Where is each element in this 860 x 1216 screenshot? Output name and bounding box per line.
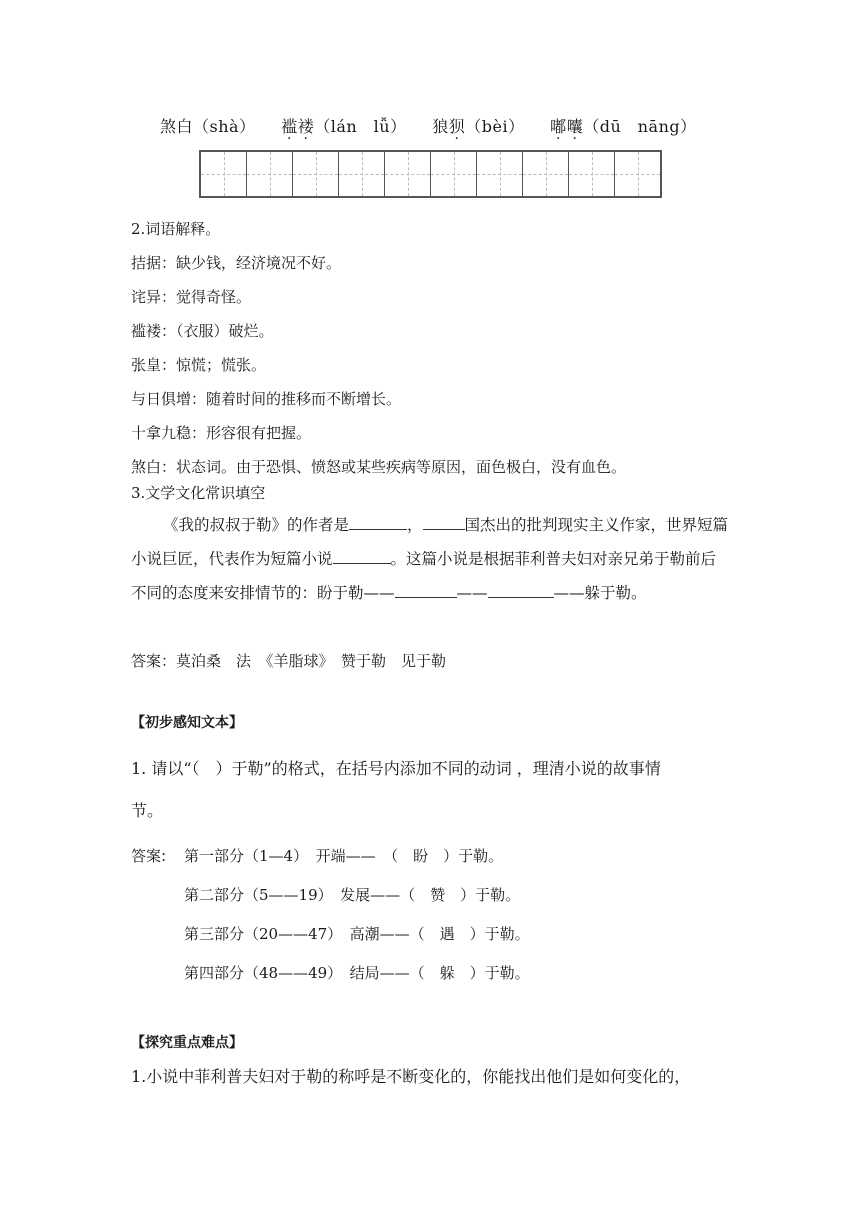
char: 囔 bbox=[566, 117, 584, 136]
culture-text: ， bbox=[407, 516, 423, 534]
pinyin-item bbox=[160, 117, 256, 136]
question-text: 1. 请以“（ ）于勒”的格式，在括号内添加不同的动词 ，理清小说的故事情 bbox=[131, 759, 661, 778]
question-text: 1.小说中菲利普夫妇对于勒的称呼是不断变化的，你能找出他们是如何变化的， bbox=[131, 1067, 691, 1086]
char: 嘟 bbox=[550, 117, 567, 136]
culture-text: 国杰出的批判现实主义作家，世界短篇小说巨匠，代表作为短篇小说 bbox=[131, 516, 729, 568]
section-heading: 【初步感知文本】 bbox=[131, 715, 243, 731]
char: 煞 bbox=[160, 117, 177, 136]
culture-text: —— bbox=[456, 584, 488, 602]
answer-blank[interactable] bbox=[333, 549, 391, 564]
pinyin-text: （lán lǚ） bbox=[314, 117, 407, 136]
grid-cell[interactable] bbox=[431, 152, 477, 196]
vocab-item: 诧异：觉得奇怪。 bbox=[131, 288, 252, 306]
grid-cell[interactable] bbox=[201, 152, 247, 196]
culture-text: 《我的叔叔于勒》的作者是 bbox=[163, 516, 350, 534]
part-line: 第一部分（1—4） 开端—— （ 盼 ）于勒。 bbox=[184, 847, 504, 865]
grid-cell[interactable] bbox=[293, 152, 339, 196]
grid-cell[interactable] bbox=[569, 152, 615, 196]
pinyin-row bbox=[160, 114, 717, 137]
grid-cell[interactable] bbox=[339, 152, 385, 196]
part-line: 第四部分（48——49） 结局——（ 躲 ）于勒。 bbox=[184, 964, 530, 982]
answer-blank[interactable] bbox=[349, 515, 407, 530]
section-heading: 【探究重点难点】 bbox=[131, 1035, 243, 1051]
culture-text: 。这篇小说是根据菲利普夫妇对亲兄弟于勒前后不同的态度来安排情节的：盼于勒—— bbox=[131, 550, 717, 602]
culture-heading: 3.文学文化常识填空 bbox=[131, 484, 266, 502]
pinyin-text: （dū nāng） bbox=[583, 117, 697, 136]
pinyin-text: （bèi） bbox=[465, 117, 525, 136]
part-line: 第三部分（20——47） 高潮——（ 遇 ）于勒。 bbox=[184, 925, 530, 943]
char: 褴 bbox=[281, 117, 298, 136]
grid-cell[interactable] bbox=[615, 152, 660, 196]
pinyin-item bbox=[281, 117, 406, 136]
answer-blank[interactable] bbox=[488, 583, 554, 598]
grid-cell[interactable] bbox=[523, 152, 569, 196]
pinyin-word bbox=[160, 117, 193, 136]
grid-cell[interactable] bbox=[385, 152, 431, 196]
answer-blank[interactable] bbox=[395, 583, 457, 598]
char: 白 bbox=[176, 117, 194, 136]
pinyin-word bbox=[281, 117, 314, 136]
pinyin-word bbox=[550, 117, 583, 136]
char: 褛 bbox=[297, 117, 315, 136]
question-text: 节。 bbox=[131, 801, 164, 820]
culture-text: ——躲于勒。 bbox=[553, 584, 647, 602]
vocab-item: 煞白：状态词。由于恐惧、愤怒或某些疾病等原因，面色极白，没有血色。 bbox=[131, 458, 627, 476]
grid-cell[interactable] bbox=[247, 152, 293, 196]
char: 狈 bbox=[448, 117, 466, 136]
char: 狼 bbox=[432, 117, 449, 136]
vocab-item: 拮据：缺少钱，经济境况不好。 bbox=[131, 254, 342, 272]
culture-answer: 答案：莫泊桑 法 《羊脂球》 赞于勒 见于勒 bbox=[131, 652, 447, 670]
writing-grid[interactable] bbox=[199, 150, 662, 198]
vocab-item: 褴褛：（衣服）破烂。 bbox=[131, 322, 274, 340]
vocab-item: 张皇：惊慌；慌张。 bbox=[131, 356, 267, 374]
pinyin-word bbox=[432, 117, 465, 136]
answer-blank[interactable] bbox=[423, 515, 465, 530]
vocab-heading: 2.词语解释。 bbox=[131, 220, 221, 238]
culture-paragraph bbox=[131, 508, 731, 610]
part-line: 第二部分（5——19） 发展——（ 赞 ）于勒。 bbox=[184, 886, 521, 904]
vocab-item: 与日俱增：随着时间的推移而不断增长。 bbox=[131, 390, 402, 408]
pinyin-text: （shà） bbox=[193, 117, 256, 136]
answer-label: 答案: bbox=[131, 847, 167, 865]
grid-cell[interactable] bbox=[477, 152, 523, 196]
pinyin-item bbox=[432, 117, 524, 136]
pinyin-item bbox=[550, 117, 696, 136]
vocab-item: 十拿九稳：形容很有把握。 bbox=[131, 424, 312, 442]
